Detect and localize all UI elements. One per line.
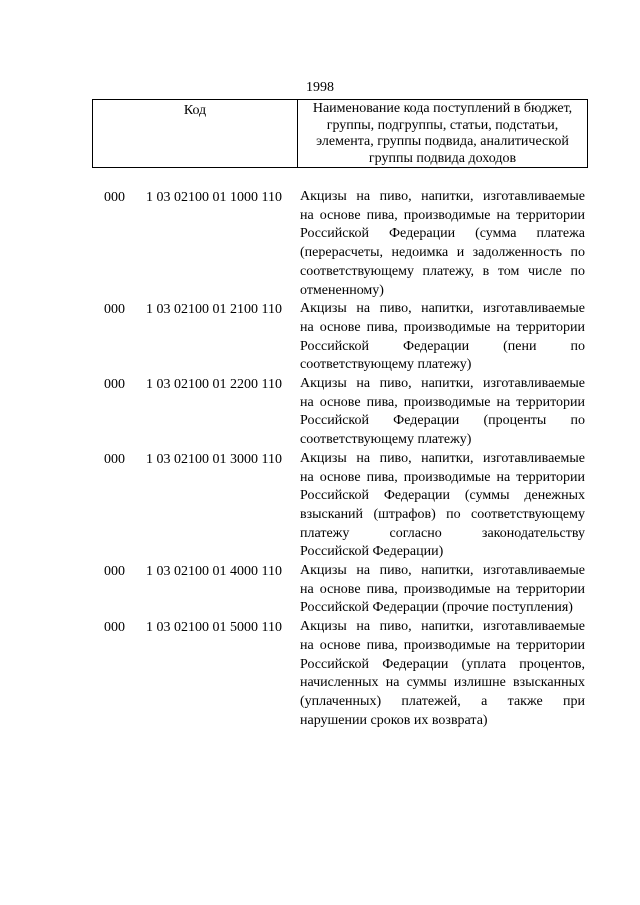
income-name-line: на основе пива, производимые на территории <box>300 581 585 597</box>
income-name-line: на основе пива, производимые на территории <box>300 469 585 485</box>
income-name <box>300 450 585 562</box>
income-name-line: Акцизы на пиво, напитки, изготавливаемые <box>300 619 585 635</box>
income-name-line: Акцизы на пиво, напитки, изготавливаемые <box>300 563 585 579</box>
income-name-line: отмененному) <box>300 282 384 298</box>
income-name-line: (уплаченных) платежей, а также при <box>300 693 585 709</box>
admin-code: 000 <box>104 190 125 205</box>
table-row <box>0 618 640 730</box>
income-name-line: Российской Федерации (пени по <box>300 338 585 354</box>
table-row <box>0 300 640 375</box>
budget-code: 1 03 02100 01 3000 110 <box>146 451 282 467</box>
income-name-line: соответствующему платежу) <box>300 432 472 448</box>
income-name-line: нарушении сроков их возврата) <box>300 712 488 728</box>
income-name-line: соответствующему платежу) <box>300 357 472 373</box>
income-name-line: взысканий (штрафов) по соответствующему <box>300 506 585 522</box>
budget-code: 1 03 02100 01 5000 110 <box>146 620 282 636</box>
header-name-line: Наименование кода поступлений в бюджет, <box>312 101 573 116</box>
income-name-line: Акцизы на пиво, напитки, изготавливаемые <box>300 301 585 317</box>
income-name-line: (перерасчеты, недоимка и задолженность по <box>300 245 585 261</box>
admin-code: 000 <box>104 620 125 636</box>
income-name-line: Российской Федерации (проценты по <box>300 413 585 429</box>
income-name-line: на основе пива, производимые на территории <box>300 394 585 410</box>
budget-code: 1 03 02100 01 4000 110 <box>146 564 282 580</box>
income-name-line: Российской Федерации) <box>300 544 444 560</box>
header-name-line: группы, подгруппы, статьи, подстатьи, <box>326 117 559 133</box>
header-name-cell <box>298 100 587 167</box>
table-row <box>0 562 640 618</box>
income-name-line: Российской Федерации (прочие поступления) <box>300 600 573 616</box>
header-code-label: Код <box>93 100 298 167</box>
table-body <box>0 188 640 730</box>
income-name-line: Российской Федерации (уплата процентов, <box>300 656 585 672</box>
admin-code: 000 <box>104 451 125 467</box>
income-name-line: платежу согласно законодательству <box>300 525 585 541</box>
income-name-line: начисленных на суммы излишне взысканных <box>300 675 585 691</box>
income-name <box>300 618 585 730</box>
table-header <box>92 99 588 168</box>
income-name-line: Акцизы на пиво, напитки, изготавливаемые <box>300 189 585 204</box>
income-name <box>300 300 585 375</box>
page-number: 1998 <box>306 80 334 95</box>
income-name-line: Акцизы на пиво, напитки, изготавливаемые <box>300 376 585 392</box>
table-row <box>0 450 640 562</box>
income-name-line: на основе пива, производимые на территории <box>300 637 585 653</box>
income-name <box>300 562 585 618</box>
admin-code: 000 <box>104 564 125 580</box>
header-name-line: группы подвида доходов <box>368 150 517 166</box>
income-name-line: на основе пива, производимые на территории <box>300 319 585 335</box>
admin-code: 000 <box>104 302 125 318</box>
income-name-line: на основе пива, производимые на территории <box>300 207 585 223</box>
income-name-line: Акцизы на пиво, напитки, изготавливаемые <box>300 450 585 466</box>
budget-code: 1 03 02100 01 2200 110 <box>146 377 282 393</box>
budget-code: 1 03 02100 01 2100 110 <box>146 302 282 318</box>
budget-code: 1 03 02100 01 1000 110 <box>146 190 282 205</box>
income-name-line: соответствующему платежу, в том числе по <box>300 263 585 279</box>
admin-code: 000 <box>104 377 125 393</box>
table-row <box>0 375 640 450</box>
income-name <box>300 188 585 300</box>
income-name <box>300 375 585 450</box>
income-name-line: Российской Федерации (сумма платежа <box>300 226 585 242</box>
header-name-line: элемента, группы подвида, аналитической <box>316 134 569 149</box>
income-name-line: Российской Федерации (суммы денежных <box>300 488 585 504</box>
table-row <box>0 188 640 300</box>
